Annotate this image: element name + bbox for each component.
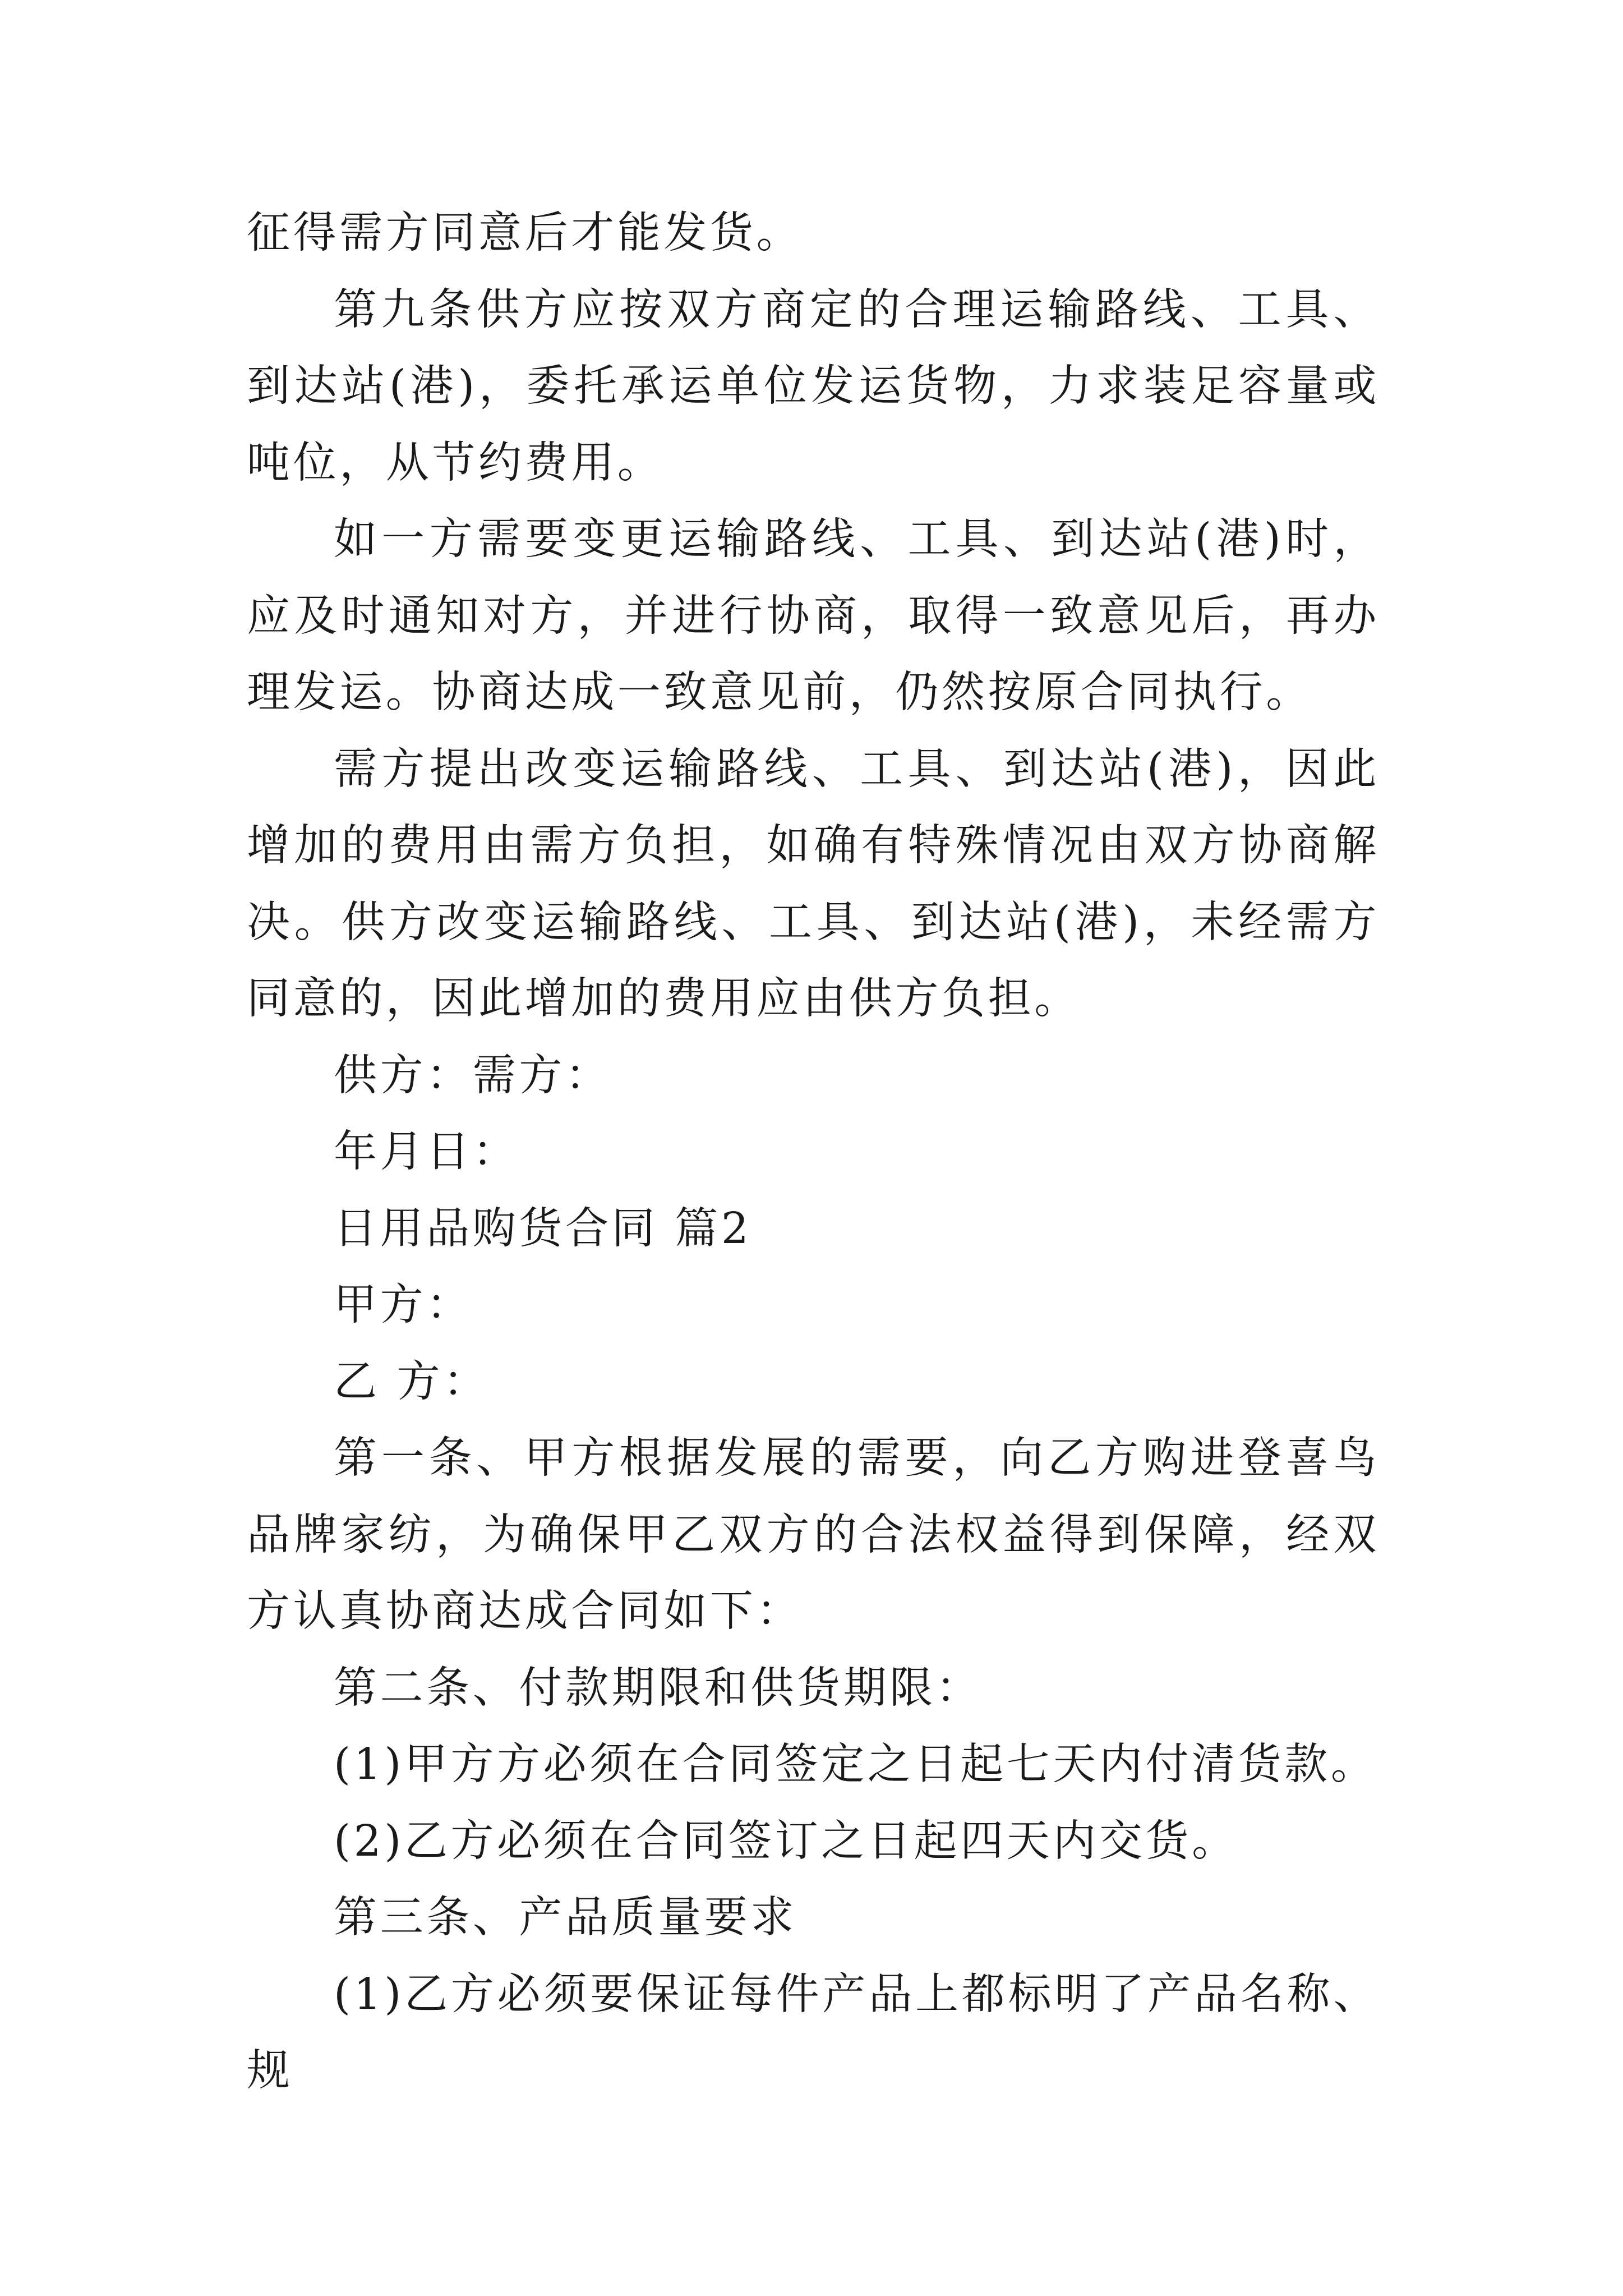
section-title: 日用品购货合同 篇2: [334, 1203, 752, 1254]
paragraph-article-2-item-2: (2)乙方必须在合同签订之日起四天内交货。: [334, 1816, 1238, 1866]
paragraph-article-3-item-1: (1)乙方必须要保证每件产品上都标明了产品名称、规: [247, 1969, 1380, 2096]
paragraph-article-2-item-1: (1)甲方方必须在合同签定之日起七天内付清货款。: [334, 1740, 1377, 1789]
party-a: 甲方：: [334, 1280, 473, 1330]
paragraph-route-change: 如一方需要变更运输路线、工具、到达站(港)时，应及时通知对方，并进行协商，取得一致意见后，再办理发运。协商达成一致意见前，仍然按原合同执行。: [247, 514, 1380, 717]
document-body: [247, 195, 1380, 2110]
paragraph-article-2: 第二条、付款期限和供货期限：: [334, 1663, 983, 1713]
paragraph-article-9: 第九条供方应按双方商定的合理运输路线、工具、到达站(港)，委托承运单位发运货物，力求装足容量或吨位，从节约费用。: [247, 284, 1380, 488]
party-b: 乙 方：: [334, 1356, 490, 1407]
paragraph-article-3: 第三条、产品质量要求: [334, 1893, 797, 1943]
signature-parties: 供方：需方：: [334, 1050, 612, 1101]
paragraph-article-1: 第一条、甲方根据发展的需要，向乙方购进登喜鸟品牌家纺，为确保甲乙双方的合法权益得到保障，经双方认真协商达成合同如下：: [247, 1433, 1380, 1636]
paragraph-cost-burden: 需方提出改变运输路线、工具、到达站(港)，因此增加的费用由需方负担，如确有特殊情况由双方协商解决。供方改变运输路线、工具、到达站(港)，未经需方同意的，因此增加的费用应由供方负担。: [247, 744, 1380, 1024]
signature-date: 年月日：: [334, 1127, 519, 1177]
paragraph-1: 征得需方同意后才能发货。: [247, 208, 803, 258]
